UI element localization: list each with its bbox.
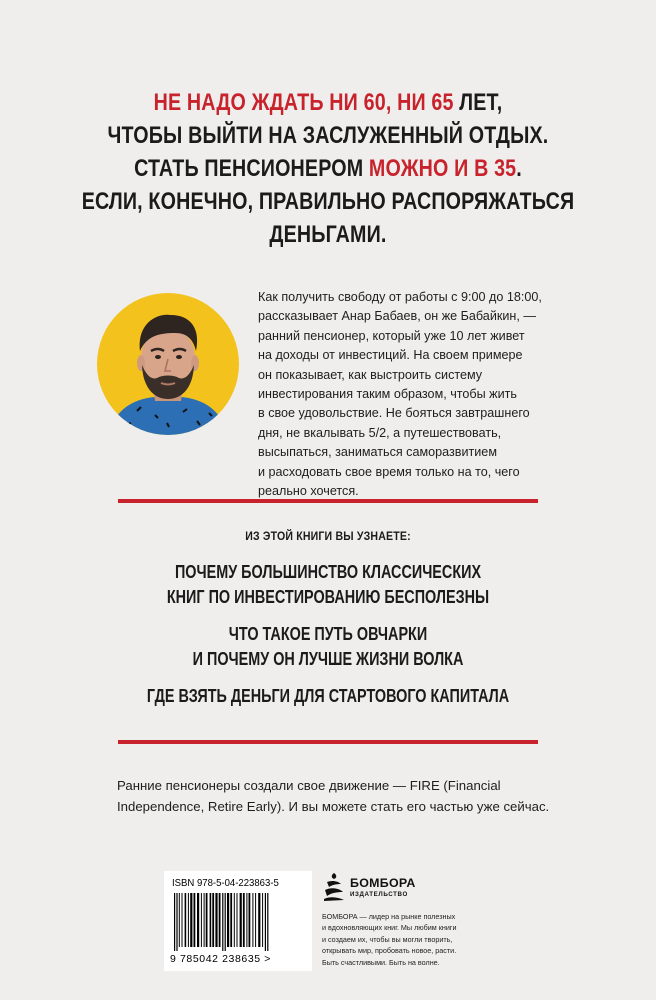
headline-red-1: НЕ НАДО ЖДАТЬ НИ 60, НИ 65 <box>153 89 454 116</box>
barcode-bar <box>225 893 226 951</box>
fire-line: Ранние пенсионеры создали свое движение — FIRE (Financial <box>117 778 501 793</box>
barcode-bar <box>246 893 247 947</box>
barcode-bar <box>249 893 251 947</box>
barcode-bar <box>237 893 238 947</box>
barcode-bar <box>204 893 205 947</box>
intro-line: ранний пенсионер, который уже 10 лет живет <box>258 328 525 343</box>
barcode-bar <box>206 893 208 947</box>
barcode <box>164 871 312 971</box>
headline-start-3: СТАТЬ ПЕНСИОНЕРОМ <box>134 155 369 182</box>
intro-line: в свое удовольствие. Не бояться завтрашнего <box>258 406 530 421</box>
intro-line: инвестирования таким образом, чтобы жить <box>258 387 517 402</box>
barcode-bar <box>185 893 187 947</box>
barcode-bar <box>234 893 235 947</box>
headline-line-1 <box>59 86 597 119</box>
learn-point-line: ЧТО ТАКОЕ ПУТЬ ОВЧАРКИ <box>228 624 428 644</box>
bombora-logo-icon <box>322 872 346 902</box>
publisher-line: Быть счастливыми. Быть на волне. <box>322 957 440 967</box>
barcode-bar <box>267 893 268 951</box>
headline-line-4: ЕСЛИ, КОНЕЧНО, ПРАВИЛЬНО РАСПОРЯЖАТЬСЯ <box>81 188 575 215</box>
headline-red-3: МОЖНО И В 35 <box>368 155 517 182</box>
fire-paragraph <box>117 775 577 817</box>
publisher-name: БОМБОРА <box>350 876 416 890</box>
intro-line: на доходы от инвестиций. На своем примере <box>258 348 523 363</box>
publisher-line: открывать мир, пробовать новое, расти. <box>322 946 457 956</box>
barcode-bar <box>210 893 212 947</box>
publisher-line: БОМБОРА — лидер на рынке полезных <box>322 912 456 921</box>
barcode-bar <box>243 893 245 947</box>
publisher-line: и создаем их, чтобы вы могли творить, <box>322 934 453 944</box>
barcode-bar <box>176 893 177 951</box>
fire-line: Independence, Retire Early). И вы можете стать его частью уже сейчас. <box>117 799 550 814</box>
headline-line-5: ДЕНЬГАМИ. <box>269 221 387 248</box>
intro-line: реально хочется. <box>258 484 359 499</box>
publisher-subtitle: ИЗДАТЕЛЬСТВО <box>350 891 408 898</box>
divider-bottom <box>118 740 538 744</box>
barcode-bar <box>194 893 196 947</box>
intro-line: рассказывает Анар Бабаев, он же Бабайкин, — <box>258 309 536 324</box>
author-photo-icon <box>97 293 239 435</box>
publisher-description <box>322 911 512 968</box>
barcode-bar <box>219 893 221 947</box>
headline-line-2: ЧТОБЫ ВЫЙТИ НА ЗАСЛУЖЕННЫЙ ОТДЫХ. <box>107 122 549 149</box>
barcode-bar <box>255 893 256 947</box>
barcode-bar <box>227 893 229 947</box>
barcode-bar <box>174 893 175 951</box>
publisher-line: и вдохновляющих книг. Мы любим книги <box>322 923 457 933</box>
barcode-bar <box>258 893 260 947</box>
headline-rest-1: ЛЕТ, <box>453 89 503 116</box>
learn-points <box>66 560 591 721</box>
barcode-bar <box>240 893 242 947</box>
barcode-bar <box>179 893 180 947</box>
barcode-bar <box>230 893 232 947</box>
isbn-text: ISBN 978-5-04-223863-5 <box>172 878 279 889</box>
learn-point-line: ГДЕ ВЗЯТЬ ДЕНЬГИ ДЛЯ СТАРТОВОГО КАПИТАЛА <box>146 686 510 706</box>
learn-point-line: ПОЧЕМУ БОЛЬШИНСТВО КЛАССИЧЕСКИХ <box>174 562 482 582</box>
intro-line: дня, не вкалывать 5/2, а путешествовать, <box>258 425 502 440</box>
divider-top <box>118 499 538 503</box>
barcode-bars <box>172 893 304 951</box>
barcode-bar <box>197 893 199 947</box>
barcode-bar <box>190 893 192 947</box>
headline-line-3 <box>59 152 597 185</box>
barcode-bar <box>182 893 183 947</box>
barcode-bar <box>222 893 223 951</box>
barcode-bar <box>262 893 263 947</box>
intro-line: высыпаться, заниматься саморазвитием <box>258 445 497 460</box>
intro-line: и расходовать свое время только на то, чего <box>258 464 520 479</box>
barcode-bar <box>215 893 217 947</box>
headline <box>59 86 597 251</box>
barcode-digits: 9 785042 238635 > <box>170 953 271 965</box>
intro-paragraph <box>258 288 588 501</box>
barcode-bar <box>252 893 253 947</box>
intro-line: он показывает, как выстроить систему <box>258 367 483 382</box>
learn-title: ИЗ ЭТОЙ КНИГИ ВЫ УЗНАЕТЕ: <box>245 529 411 543</box>
barcode-bar <box>188 893 189 947</box>
learn-point <box>66 622 591 672</box>
learn-point <box>66 560 591 610</box>
intro-line: Как получить свободу от работы с 9:00 до 18:00, <box>258 290 542 304</box>
headline-end-3: . <box>516 155 522 182</box>
learn-point-line: И ПОЧЕМУ ОН ЛУЧШЕ ЖИЗНИ ВОЛКА <box>192 649 464 669</box>
learn-point-line: КНИГ ПО ИНВЕСТИРОВАНИЮ БЕСПОЛЕЗНЫ <box>166 587 490 607</box>
barcode-bar <box>201 893 202 947</box>
learn-point <box>66 684 591 709</box>
barcode-bar <box>212 893 214 947</box>
barcode-bar <box>265 893 266 951</box>
author-photo <box>97 293 239 435</box>
